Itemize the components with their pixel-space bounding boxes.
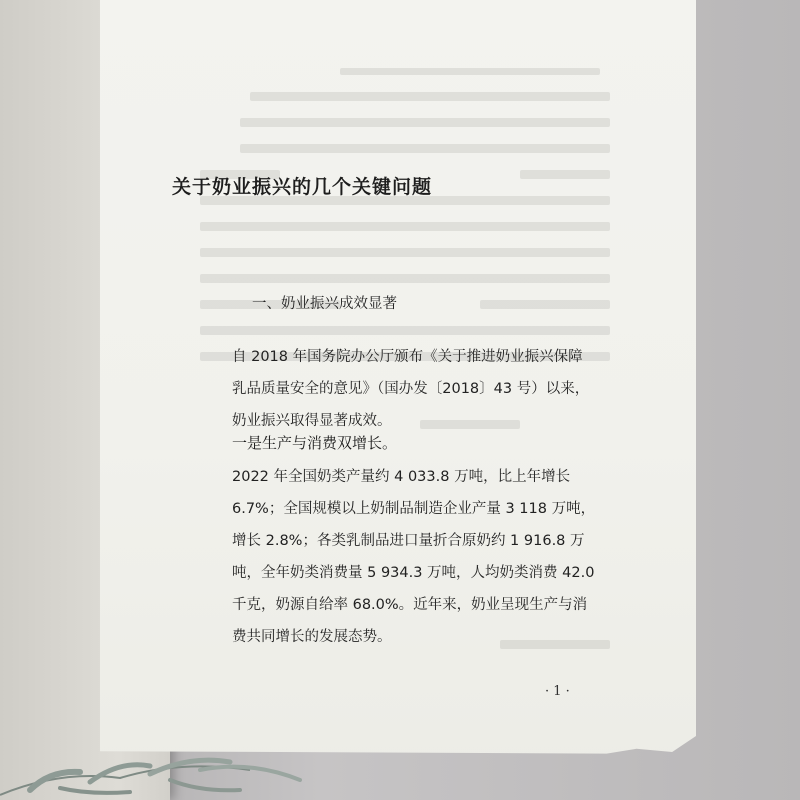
document-title: 关于奶业振兴的几个关键问题 (172, 176, 433, 198)
section-heading: 一、奶业振兴成效显著 (252, 296, 397, 312)
intro-paragraph (196, 341, 596, 437)
body-paragraph (196, 461, 596, 653)
page-number: · 1 · (545, 684, 570, 699)
body-paragraph-text: 2022 年全国奶类产量约 4 033.8 万吨，比上年增长 6.7%；全国规模以上奶制品制造企业产量 3 118 万吨，增长 2.8%；各类乳制品进口量折合原奶约 1 916.8 万吨，全年奶类消费量 5 934.3 万吨，人均奶类消费 42.0 千克，奶源自给率 68.0%。近年来，奶业呈现生产与消费共同增长的发展态势。 (232, 469, 596, 645)
intro-paragraph-text: 自 2018 年国务院办公厅颁布《关于推进奶业振兴保障乳品质量安全的意见》（国办发〔2018〕43 号）以来，奶业振兴取得显著成效。 (232, 349, 590, 429)
plant-leaves-decoration (0, 700, 330, 800)
subheading: 一是生产与消费双增长。 (232, 434, 398, 452)
